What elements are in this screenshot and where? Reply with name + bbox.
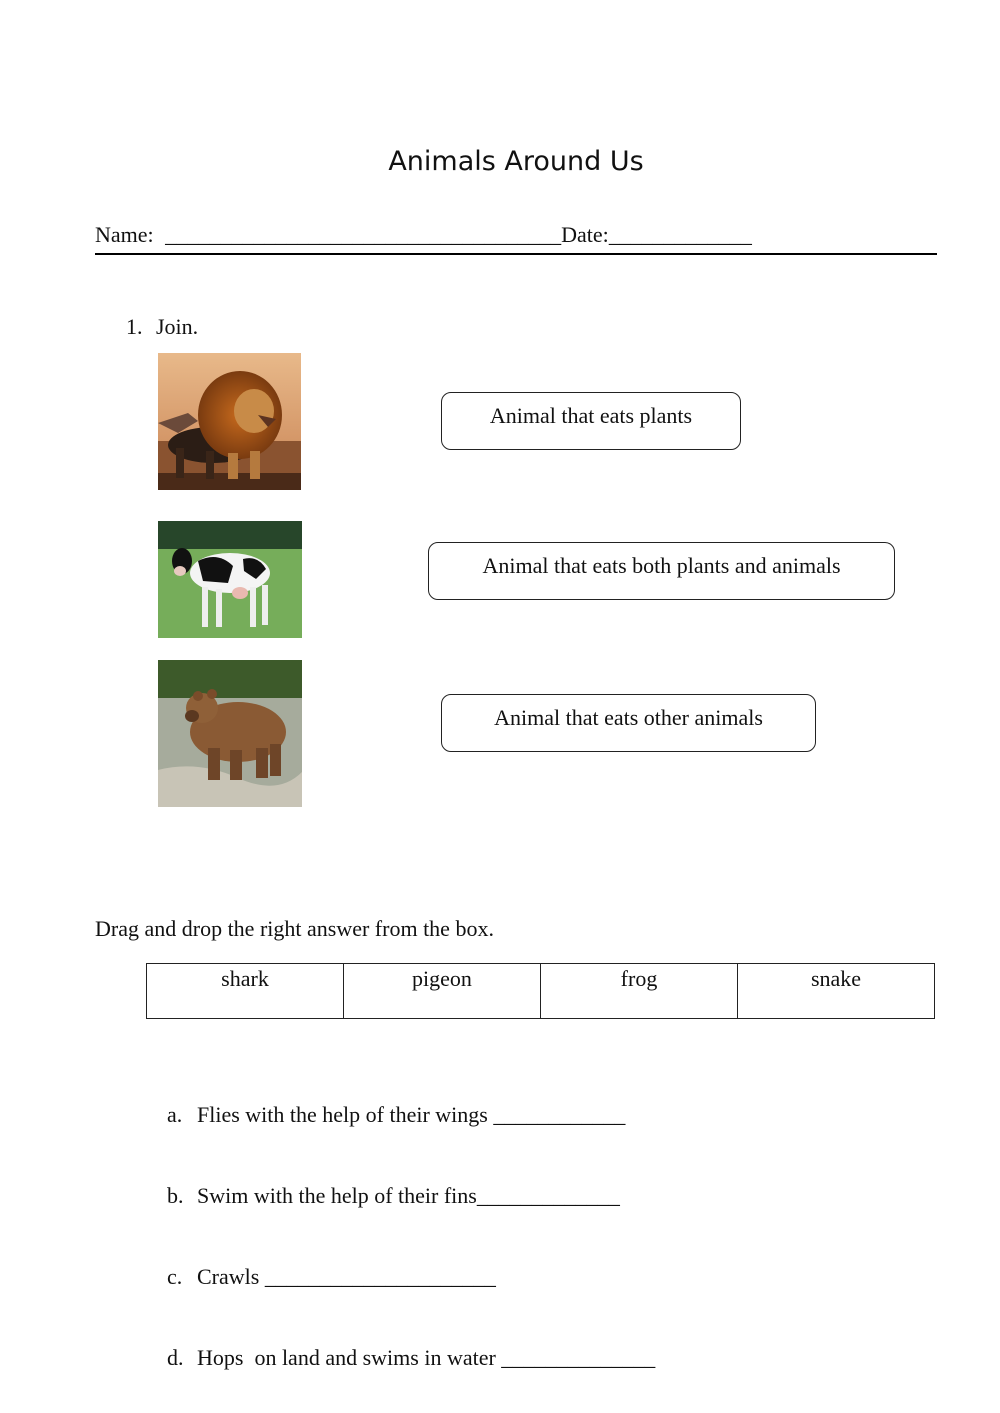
- match-option-label: Animal that eats both plants and animals: [482, 553, 841, 578]
- item-letter: b.: [167, 1183, 184, 1208]
- word-bank-item[interactable]: pigeon: [344, 964, 541, 1019]
- answer-blank[interactable]: _____________________: [259, 1264, 496, 1289]
- question-item-a: [156, 1076, 625, 1128]
- bear-photo[interactable]: [158, 660, 302, 807]
- word-bank: [146, 963, 935, 1019]
- question-1-heading: [126, 314, 198, 340]
- answer-blank[interactable]: ____________: [487, 1102, 626, 1127]
- header-divider: [95, 253, 937, 255]
- item-letter: c.: [167, 1264, 183, 1289]
- question-item-d: [156, 1319, 655, 1371]
- name-label: Name:: [95, 222, 154, 247]
- drag-drop-instruction: Drag and drop the right answer from the box.: [95, 916, 494, 941]
- cow-photo[interactable]: [158, 521, 302, 638]
- match-option-herbivore[interactable]: [441, 392, 741, 450]
- item-text: Flies with the help of their wings: [197, 1102, 488, 1127]
- question-item-b: [156, 1157, 620, 1209]
- word-bank-item[interactable]: snake: [738, 964, 935, 1019]
- match-option-label: Animal that eats other animals: [494, 705, 763, 730]
- question-item-c: [156, 1238, 496, 1290]
- name-field[interactable]: ____________________________________: [165, 222, 562, 247]
- match-option-label: Animal that eats plants: [489, 403, 693, 428]
- date-label: Date:: [561, 222, 609, 247]
- question-label: Join.: [156, 314, 199, 339]
- match-option-omnivore[interactable]: [428, 542, 895, 600]
- lion-photo[interactable]: [158, 353, 301, 490]
- item-text: Swim with the help of their fins: [197, 1183, 477, 1208]
- answer-blank[interactable]: _____________: [476, 1183, 620, 1208]
- name-date-line: [95, 222, 752, 248]
- match-option-carnivore[interactable]: [441, 694, 816, 752]
- word-bank-item[interactable]: frog: [541, 964, 738, 1019]
- item-text: Hops on land and swims in water: [197, 1345, 496, 1370]
- item-letter: a.: [167, 1102, 183, 1127]
- item-text: Crawls: [197, 1264, 260, 1289]
- item-letter: d.: [167, 1345, 184, 1370]
- page-title: Animals Around Us: [388, 146, 644, 177]
- answer-blank[interactable]: ______________: [495, 1345, 656, 1370]
- question-number: 1.: [126, 314, 143, 339]
- word-bank-item[interactable]: shark: [147, 964, 344, 1019]
- date-field[interactable]: _____________: [608, 222, 752, 247]
